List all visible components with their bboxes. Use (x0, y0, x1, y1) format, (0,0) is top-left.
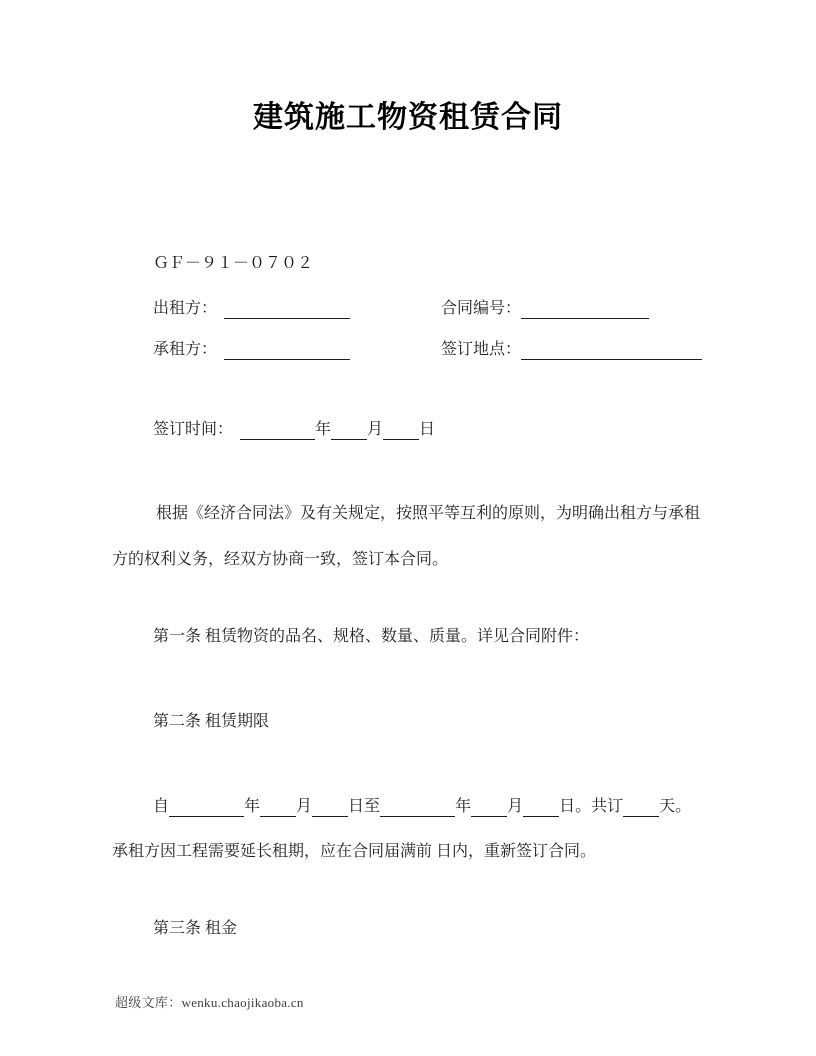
term-total-label: 日。共订 (559, 798, 624, 815)
term-from-label: 自 (153, 798, 170, 815)
year-label: 年 (315, 421, 332, 438)
term-month1-blank (260, 799, 296, 817)
term-year1-blank (169, 799, 244, 817)
term-line2: 承租方因工程需要延长租期，应在合同届满前 日内，重新签订合同。 (112, 843, 597, 860)
term-month2-blank (471, 799, 507, 817)
term-year2-label: 年 (455, 798, 472, 815)
contract-no-label: 合同编号： (441, 300, 522, 317)
signing-time-month-blank (331, 422, 367, 440)
signing-time-day-blank (383, 422, 419, 440)
signing-time-label: 签订时间： (153, 421, 234, 438)
intro-paragraph-line2: 方的权利义务，经双方协商一致，签订本合同。 (112, 551, 449, 568)
term-year2-blank (380, 799, 455, 817)
day-label: 日 (419, 421, 436, 438)
article3-heading: 第三条 租金 (153, 920, 238, 937)
signing-place-blank-line (521, 342, 702, 360)
row-lessor-contractno (153, 298, 522, 319)
term-year1-label: 年 (244, 798, 261, 815)
signing-place-group (441, 339, 702, 360)
lessor-label: 出租方： (153, 300, 218, 317)
contract-no-blank-line (521, 301, 649, 319)
form-number: ＧＦ－９１－０７０２ (153, 255, 314, 272)
lessor-blank-line (224, 301, 350, 319)
term-month2-label: 月 (507, 798, 524, 815)
row-signing-time (153, 419, 435, 440)
page-title: 建筑施工物资租赁合同 (253, 101, 563, 134)
month-label: 月 (367, 421, 384, 438)
intro-paragraph-line1: 根据《经济合同法》及有关规定，按照平等互利的原则，为明确出租方与承租 (156, 505, 701, 522)
term-day2-blank (523, 799, 559, 817)
row-lessee-place (153, 339, 522, 360)
signing-place-label: 签订地点： (441, 341, 522, 358)
term-dayto-label: 日至 (348, 798, 381, 815)
article2-heading: 第二条 租赁期限 (153, 713, 270, 730)
term-month1-label: 月 (296, 798, 313, 815)
term-days-label: 天。 (659, 798, 692, 815)
signing-time-year-blank (240, 422, 315, 440)
term-line1 (153, 796, 691, 817)
term-days-blank (623, 799, 659, 817)
article1-heading: 第一条 租赁物资的品名、规格、数量、质量。详见合同附件： (153, 628, 590, 645)
footer-source: 超级文库：wenku.chaojikaoba.cn (115, 995, 304, 1010)
lessee-label: 承租方： (153, 341, 218, 358)
term-day1-blank (312, 799, 348, 817)
contract-no-group (441, 298, 649, 319)
lessee-blank-line (224, 342, 350, 360)
